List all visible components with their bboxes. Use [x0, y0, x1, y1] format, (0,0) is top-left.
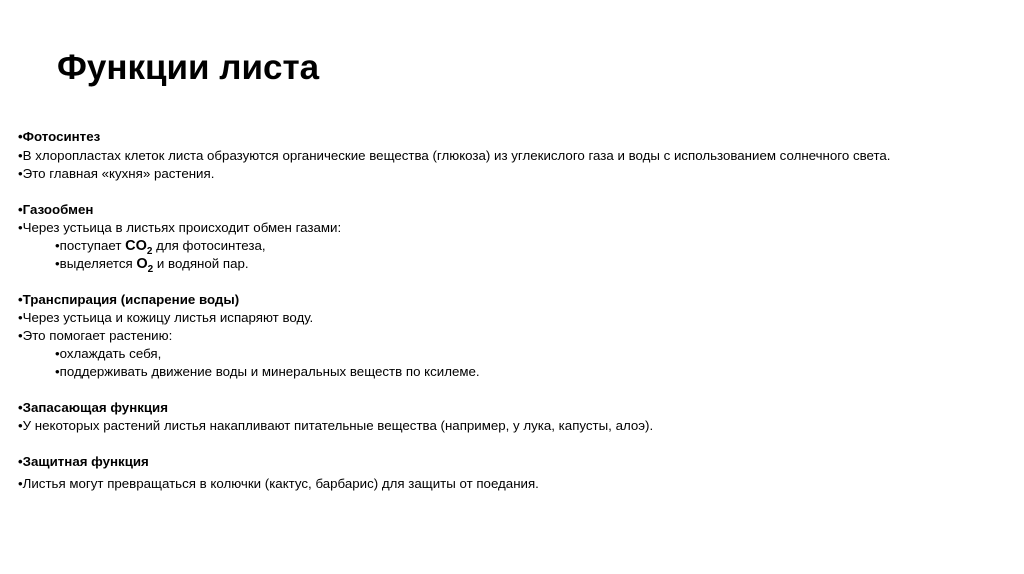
list-item: •Через устьица и кожицу листья испаряют воду. — [18, 310, 314, 325]
sub-list-item: •охлаждать себя, — [55, 346, 162, 361]
heading-photosynthesis: •Фотосинтез — [18, 129, 101, 144]
heading-transpiration: •Транспирация (испарение воды) — [18, 292, 240, 307]
list-item: •У некоторых растений листья накапливают питательные вещества (например, у лука, капусты, алоэ). — [18, 418, 654, 433]
list-item: •В хлоропластах клеток листа образуются органические вещества (глюкоза) из углекислого газа и воды с использованием солнечного света. — [18, 148, 891, 163]
heading-storage: •Запасающая функция — [18, 400, 168, 415]
sub-list-item: •выделяется $O_2$ и водяной пар. — [55, 256, 249, 275]
sub-list-item: •поступает $CO_2$ для фотосинтеза, — [55, 238, 266, 257]
list-item: •Это помогает растению: — [18, 328, 173, 343]
list-item: •Это главная «кухня» растения. — [18, 166, 215, 181]
heading-protective: •Защитная функция — [18, 454, 149, 469]
slide-title: Функции листа — [57, 48, 320, 87]
co2-formula: $CO_2$ — [125, 238, 153, 257]
sub-list-item: •поддерживать движение воды и минеральных веществ по ксилеме. — [55, 364, 480, 379]
list-item: •Через устьица в листьях происходит обмен газами: — [18, 220, 342, 235]
o2-formula: $O_2$ — [136, 256, 154, 275]
list-item: •Листья могут превращаться в колючки (кактус, барбарис) для защиты от поедания. — [18, 476, 539, 491]
heading-gas-exchange: •Газообмен — [18, 202, 94, 217]
